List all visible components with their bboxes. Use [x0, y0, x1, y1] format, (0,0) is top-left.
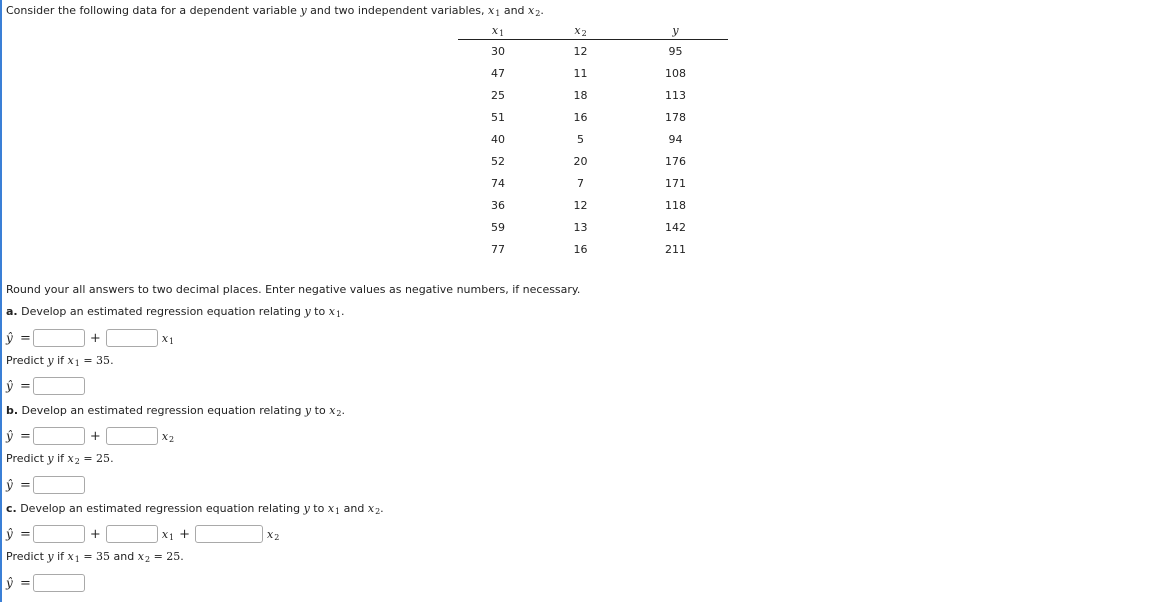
data-table [458, 22, 728, 260]
table-row: 51 16 178 [491, 110, 686, 124]
a-intercept-input[interactable] [33, 329, 85, 347]
table-header-row [458, 22, 728, 40]
c-intercept-input[interactable] [33, 525, 85, 543]
a-prediction-input[interactable] [33, 377, 85, 395]
c-slope-x1-input[interactable] [106, 525, 158, 543]
part-a-prompt: a. Develop an estimated regression equation relating y to x1. [6, 305, 345, 319]
intro-text: Consider the following data for a dependent variable [6, 4, 301, 17]
table-row: 47 11 108 [491, 66, 686, 80]
header-x2: x2 [538, 22, 623, 40]
var-x1: x [488, 4, 495, 17]
part-b-predict-prompt: Predict y if x2 = 25. [6, 452, 114, 466]
table-row: 25 18 113 [491, 88, 686, 102]
yhat-symbol: ŷ [6, 379, 13, 393]
intro-text: and [500, 4, 529, 17]
a-slope-x1-input[interactable] [106, 329, 158, 347]
var-x1-sub: 1 [495, 9, 501, 18]
part-c-equation: ŷ = + x1 + x2 [6, 526, 280, 542]
table-row: 40 5 94 [491, 132, 683, 146]
table-row: 59 13 142 [491, 220, 686, 234]
yhat-symbol: ŷ [6, 527, 13, 541]
left-accent-rule [0, 0, 2, 602]
header-x1: x1 [458, 22, 538, 40]
yhat-symbol: ŷ [6, 478, 13, 492]
header-y: y [623, 22, 728, 40]
part-b-prompt: b. Develop an estimated regression equation relating y to x2. [6, 404, 345, 418]
part-b-prediction: ŷ = [6, 474, 85, 496]
table-row: 74 7 171 [491, 176, 686, 190]
table-row: 36 12 118 [491, 198, 686, 212]
c-slope-x2-input[interactable] [195, 525, 263, 543]
table-row: 77 16 211 [491, 242, 686, 256]
intro-text: and two independent variables, [306, 4, 489, 17]
var-y: y [300, 4, 307, 17]
var-x2-sub: 2 [535, 9, 541, 18]
table-row: 30 12 95 [491, 44, 683, 58]
part-a-prediction: ŷ = [6, 375, 85, 397]
c-prediction-input[interactable] [33, 574, 85, 592]
b-intercept-input[interactable] [33, 427, 85, 445]
part-a-predict-prompt: Predict y if x1 = 35. [6, 354, 114, 368]
yhat-symbol: ŷ [6, 331, 13, 345]
part-c-predict-prompt: Predict y if x1 = 35 and x2 = 25. [6, 550, 184, 564]
b-slope-x2-input[interactable] [106, 427, 158, 445]
part-c-prediction: ŷ = [6, 572, 85, 594]
yhat-symbol: ŷ [6, 429, 13, 443]
part-a-equation: ŷ = + x1 [6, 330, 175, 346]
var-x2: x [528, 4, 535, 17]
part-b-equation: ŷ = + x2 [6, 428, 175, 444]
intro-sentence [6, 4, 544, 17]
instructions: Round your all answers to two decimal places. Enter negative values as negative numbers, if necessary. [6, 283, 581, 296]
b-prediction-input[interactable] [33, 476, 85, 494]
part-c-prompt: c. Develop an estimated regression equation relating y to x1 and x2. [6, 502, 384, 516]
intro-text: . [540, 4, 544, 17]
yhat-symbol: ŷ [6, 576, 13, 590]
table-row: 52 20 176 [491, 154, 686, 168]
